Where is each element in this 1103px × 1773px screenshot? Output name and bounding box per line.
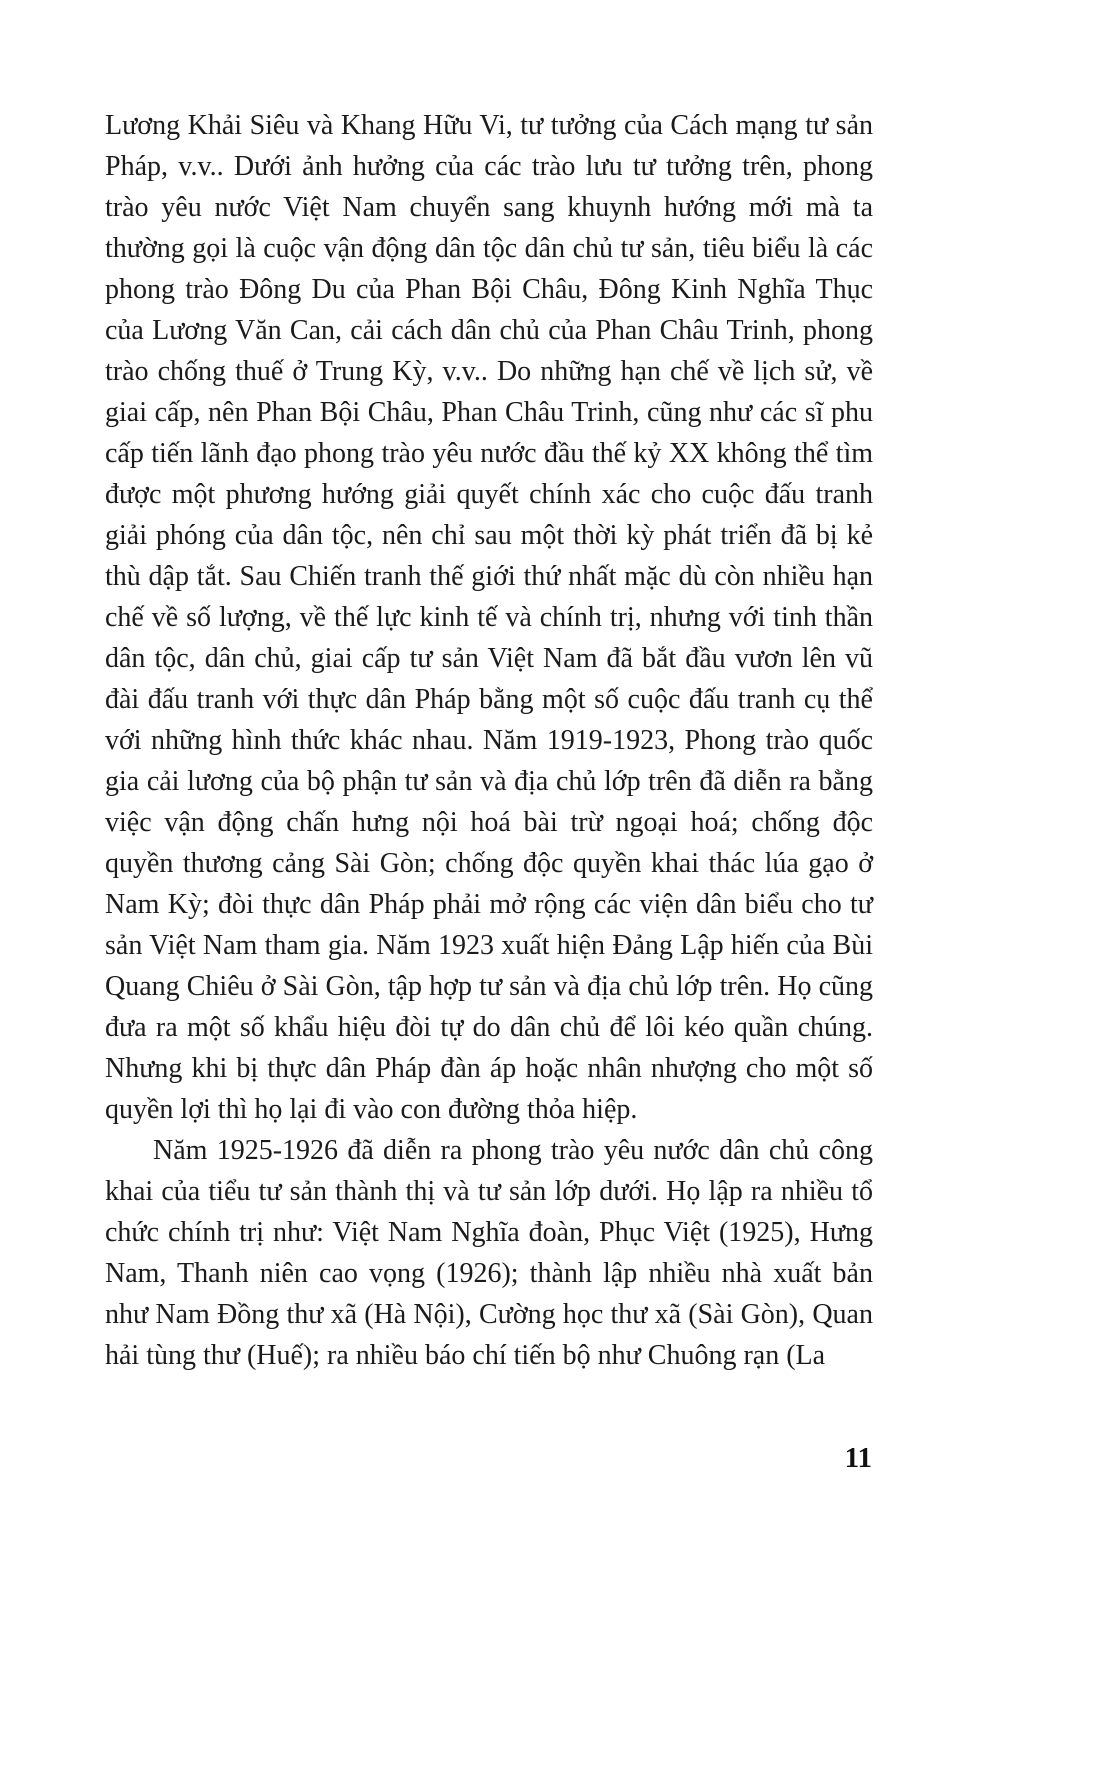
paragraph: Năm 1925-1926 đã diễn ra phong trào yêu nước dân chủ công khai của tiểu tư sản thành thị và tư sản lớp dưới. Họ lập ra nhiều tổ chức chính trị như: Việt Nam Nghĩa đoàn, Phục Việt (1925), Hưng Nam, Thanh niên cao vọng (1926); thành lập nhiều nhà xuất bản như Nam Đồng thư xã (Hà Nội), Cường học thư xã (Sài Gòn), Quan hải tùng thư (Huế); ra nhiều báo chí tiến bộ như Chuông rạn (La: [105, 1135, 873, 1371]
paragraph: Lương Khải Siêu và Khang Hữu Vi, tư tưởng của Cách mạng tư sản Pháp, v.v.. Dưới ảnh hưởng của các trào lưu tư tưởng trên, phong trào yêu nước Việt Nam chuyển sang khuynh hướng mới mà ta thường gọi là cuộc vận động dân tộc dân chủ tư sản, tiêu biểu là các phong trào Đông Du của Phan Bội Châu, Đông Kinh Nghĩa Thục của Lương Văn Can, cải cách dân chủ của Phan Châu Trinh, phong trào chống thuế ở Trung Kỳ, v.v.. Do những hạn chế về lịch sử, về giai cấp, nên Phan Bội Châu, Phan Châu Trinh, cũng như các sĩ phu cấp tiến lãnh đạo phong trào yêu nước đầu thế kỷ XX không thể tìm được một phương hướng giải quyết chính xác cho cuộc đấu tranh giải phóng của dân tộc, nên chỉ sau một thời kỳ phát triển đã bị kẻ thù dập tắt. Sau Chiến tranh thế giới thứ nhất mặc dù còn nhiều hạn chế về số lượng, về thế lực kinh tế và chính trị, nhưng với tinh thần dân tộc, dân chủ, giai cấp tư sản Việt Nam đã bắt đầu vươn lên vũ đài đấu tranh với thực dân Pháp bằng một số cuộc đấu tranh cụ thể với những hình thức khác nhau. Năm 1919-1923, Phong trào quốc gia cải lương của bộ phận tư sản và địa chủ lớp trên đã diễn ra bằng việc vận động chấn hưng nội hoá bài trừ ngoại hoá; chống độc quyền thương cảng Sài Gòn; chống độc quyền khai thác lúa gạo ở Nam Kỳ; đòi thực dân Pháp phải mở rộng các viện dân biểu cho tư sản Việt Nam tham gia. Năm 1923 xuất hiện Đảng Lập hiến của Bùi Quang Chiêu ở Sài Gòn, tập hợp tư sản và địa chủ lớp trên. Họ cũng đưa ra một số khẩu hiệu đòi tự do dân chủ để lôi kéo quần chúng. Nhưng khi bị thực dân Pháp đàn áp hoặc nhân nhượng cho một số quyền lợi thì họ lại đi vào con đường thỏa hiệp.: [105, 110, 873, 1125]
body-text: [105, 105, 873, 1376]
page-number: 11: [844, 1442, 872, 1474]
